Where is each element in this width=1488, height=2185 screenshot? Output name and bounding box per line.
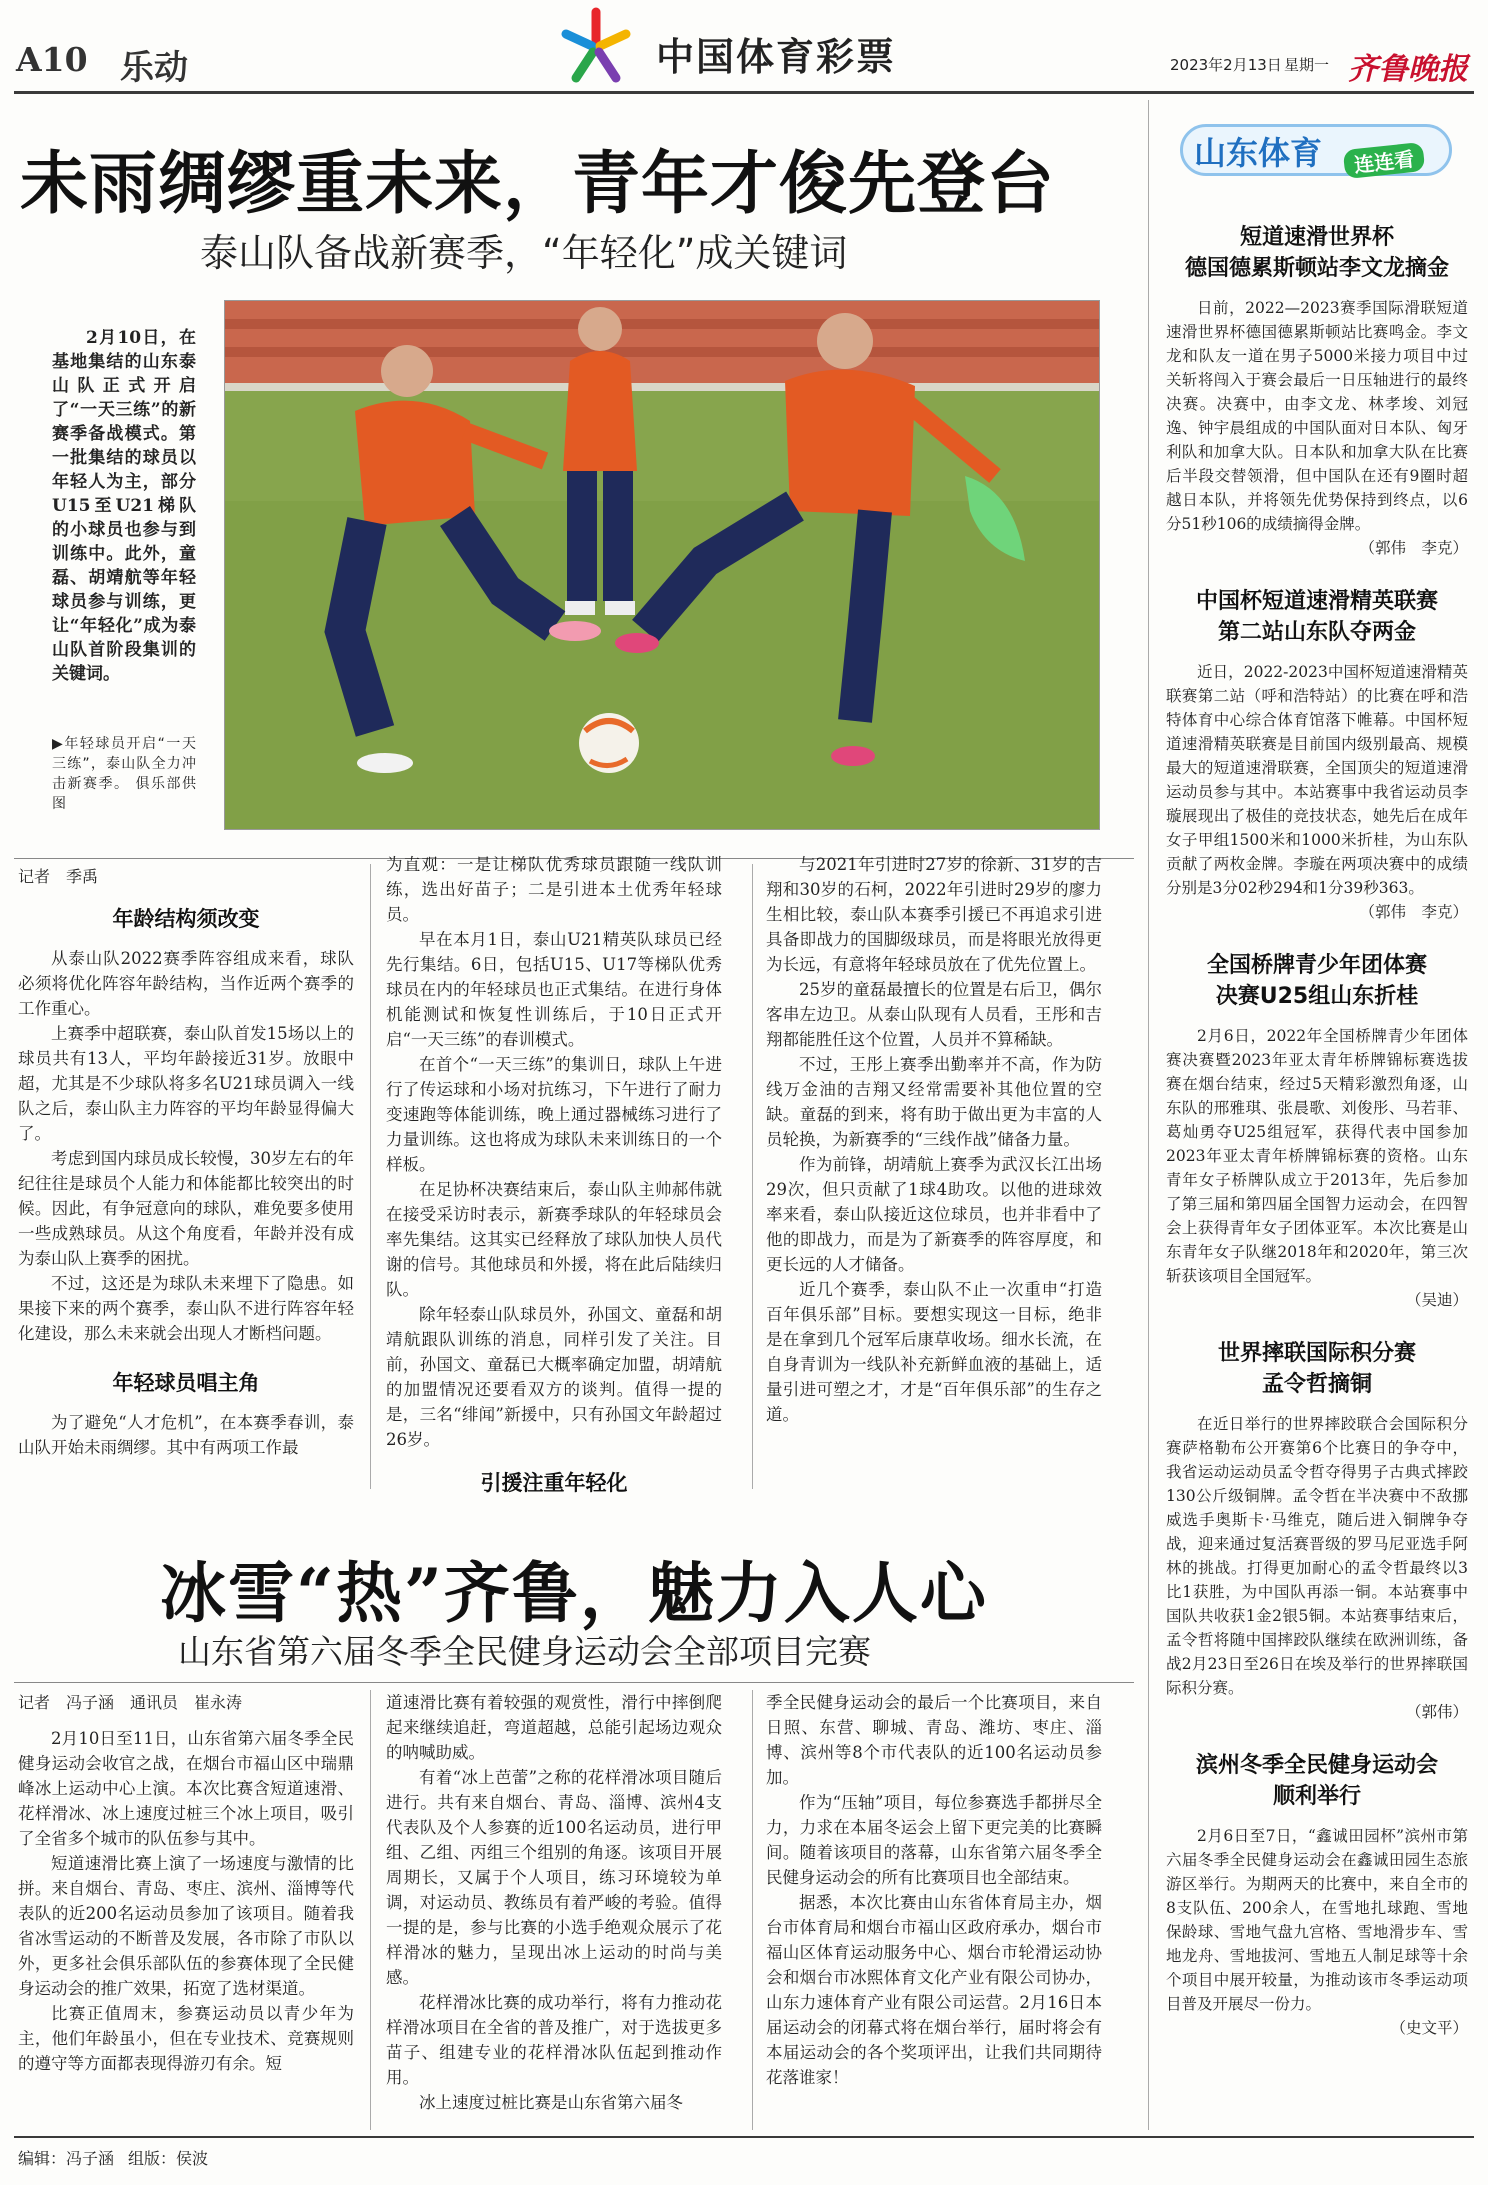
news-title: 全国桥牌青少年团体赛 决赛U25组山东折桂 [1206,953,1427,1009]
paragraph: 为了避免“人才危机”，在本赛季春训，泰山队开始未雨绸缪。其中有两项工作最 [18,1413,354,1457]
training-photo [224,300,1100,830]
news-text: 2月6日，2022年全国桥牌青少年团体赛决赛暨2023年亚太青年桥牌锦标赛选拔赛在烟台结束，经过5天精彩激烈角逐，山东队的邢雅琪、张晨歌、刘俊彤、马若菲、葛灿勇夺U25组冠军，获得代表中国参加2023年亚太青年桥牌锦标赛的资格。山东青年女子桥牌队成立于2013年，先后参加了第三届和第四届全国智力运动会，在四智会上获得青年女子团体亚军。本次比赛是山东青年女子队继2018年和2020年，第三次斩获该项目全国冠军。 [1166,1027,1468,1285]
news-title: 世界摔联国际积分赛 孟令哲摘铜 [1217,1341,1416,1397]
paragraph: 上赛季中超联赛，泰山队首发15场以上的球员共有13人，平均年龄接近31岁。放眼中超，尤其是不少球队将多名U21球员调入一线队之后，泰山队主力阵容的平均年龄显得偏大了。 [18,1024,354,1143]
paragraph: 花样滑冰比赛的成功举行，将有力推动花样滑冰项目在全省的普及推广，对于选拔更多苗子、组建专业的花样滑冰队伍起到推动作用。 [386,1993,722,2087]
article-reporter: 记者 冯子涵 通讯员 崔永涛 [18,1693,243,1712]
news-text: 在近日举行的世界摔跤联合会国际积分赛萨格勒布公开赛第6个比赛日的争夺中，我省运动运动员孟令哲夺得男子古典式摔跤130公斤级铜牌。孟令哲在半决赛中不敌挪威选手奥斯卡·马维克，随后进入铜牌争夺战，迎来通过复活赛晋级的罗马尼亚选手阿林的挑战。打得更加耐心的孟令哲最终以3比1获胜，为中国队再添一铜。本站赛事中国队共收获1金2银5铜。本站赛事结束后，孟令哲将随中国摔跤队继续在欧洲训练，备战2月23日至26日在埃及举行的世界摔联国际积分赛。 [1166,1415,1468,1697]
news-brief [1166,1338,1468,1724]
footer-editor: 编辑：冯子涵 [18,2149,115,2168]
article-title: 冰雪“热”齐鲁，魅力入人心 [160,1554,988,1632]
news-title: 短道速滑世界杯 德国德累斯顿站李文龙摘金 [1184,225,1449,281]
article-column [18,1726,354,2076]
paragraph: 作为“压轴”项目，每位参赛选手都拼尽全力，力求在本届冬运会上留下更完美的比赛瞬间。随着该项目的落幕，山东省第六届冬季全民健身运动会的所有比赛项目也全部结束。 [766,1793,1102,1887]
article-subtitle: 山东省第六届冬季全民健身运动会全部项目完赛 [178,1632,871,1671]
news-brief [1166,222,1468,560]
sidebar-news-list [1166,222,1468,2040]
column-divider [752,864,753,1489]
news-author: （史文平） [1390,2019,1468,2037]
paragraph: 近几个赛季，泰山队不止一次重申“打造百年俱乐部”目标。要想实现这一目标，绝非是在拿到几个冠军后康草收场。细水长流，在自身青训为一线队补充新鲜血液的基础上，适量引进可塑之才，才是“百年俱乐部”的生存之道。 [766,1280,1102,1424]
paragraph: 不过，这还是为球队未来埋下了隐患。如果接下来的两个赛季，泰山队不进行阵容年轻化建设，那么未来就会出现人才断档问题。 [18,1274,354,1343]
article-column [766,852,1102,1427]
footer-layout: 组版：侯波 [128,2149,209,2168]
article-column [386,1690,722,2115]
news-brief [1166,950,1468,1312]
article-column [18,904,354,1460]
footer-rule [14,2136,1474,2138]
section-name: 乐动 [120,48,188,88]
paragraph: 25岁的童磊最擅长的位置是右后卫，偶尔客串左边卫。从泰山队现有人员看，王彤和吉翔都能胜任这个位置，人员并不算稀缺。 [766,980,1102,1049]
news-title: 滨州冬季全民健身运动会 顺利举行 [1195,1753,1438,1809]
paragraph: 为直观：一是让梯队优秀球员跟随一线队训练，选出好苗子；二是引进本土优秀年轻球员。 [386,855,722,924]
paragraph: 除年轻泰山队球员外，孙国文、童磊和胡靖航跟队训练的消息，同样引发了关注。目前，孙国文、童磊已大概率确定加盟，胡靖航的加盟情况还要看双方的谈判。值得一提的是，三名“绯闻”新援中，只有孙国文年龄超过26岁。 [386,1305,722,1449]
paragraph: 考虑到国内球员成长较慢，30岁左右的年纪往往是球员个人能力和体能都比较突出的时候。因此，有争冠意向的球队，难免要多使用一些成熟球员。从这个角度看，年龄并没有成为泰山队上赛季的困扰。 [18,1149,354,1268]
paragraph: 有着“冰上芭蕾”之称的花样滑冰项目随后进行。共有来自烟台、青岛、淄博、滨州4支代表队及个人参赛的近100名运动员，进行甲组、乙组、丙组三个组别的角逐。该项目开展周期长，又属于个人项目，练习环境较为单调，对运动员、教练员有着严峻的考验。值得一提的是，参与比赛的小选手绝观众展示了花样滑冰的魅力，呈现出冰上运动的时尚与美感。 [386,1768,722,1987]
paragraph: 从泰山队2022赛季阵容组成来看，球队必须将优化阵容年龄结构，当作近两个赛季的工作重心。 [18,949,354,1018]
paragraph: 早在本月1日，泰山U21精英队球员已经先行集结。6日，包括U15、U17等梯队优秀球员在内的年轻球员也正式集结。在进行身体机能测试和恢复性训练后，于10日正式开启“一天三练”的春训模式。 [386,930,722,1049]
column-divider [370,1690,371,2130]
paragraph: 2月10日至11日，山东省第六届冬季全民健身运动会收官之战，在烟台市福山区中瑞鼎峰冰上运动中心上演。本次比赛含短道速滑、花样滑冰、冰上速度过桩三个冰上项目，吸引了全省多个城市的队伍参与其中。 [18,1729,354,1848]
news-title: 中国杯短道速滑精英联赛 第二站山东队夺两金 [1195,589,1438,645]
section-heading: 年龄结构须改变 [112,907,260,931]
sidebar-badge-tag: 连连看 [1343,142,1426,179]
news-author: （郭伟 李克） [1359,539,1468,557]
article-reporter: 记者 季禹 [18,867,99,886]
news-text: 近日，2022-2023中国杯短道速滑精英联赛第二站（呼和浩特站）的比赛在呼和浩特体育中心综合体育馆落下帷幕。中国杯短道速滑精英联赛是目前国内级别最高、规模最大的短道速滑联赛，全国顶尖的短道速滑运动员参与其中。本站赛事中我省运动员李璇展现出了极佳的竞技状态，她先后在成年女子甲组1500米和1000米折桂，为山东队贡献了两枚金牌。李璇在两项决赛中的成绩分别是3分02秒294和1分39秒363。 [1166,663,1468,897]
sidebar-badge-title: 山东体育 [1194,134,1323,172]
news-text: 2月6日至7日，“鑫诚田园杯”滨州市第六届冬季全民健身运动会在鑫诚田园生态旅游区举行。为期两天的比赛中，来自全市的8支队伍、200余人，在雪地扎球跑、雪地保龄球、雪地气盘九宫格、雪地滑步车、雪地龙舟、雪地拔河、雪地五人制足球等十余个项目中展开较量，为推动该市冬季运动项目普及开展尽一份力。 [1166,1827,1468,2013]
paragraph: 不过，王彤上赛季出勤率并不高，作为防线万金油的吉翔又经常需要补其他位置的空缺。童磊的到来，将有助于做出更为丰富的人员轮换，为新赛季的“三线作战”储备力量。 [766,1055,1102,1149]
news-text: 日前，2022—2023赛季国际滑联短道速滑世界杯德国德累斯顿站比赛鸣金。李文龙和队友一道在男子5000米接力项目中过关斩将闯入于赛会最后一日压轴进行的最终决赛。决赛中，由李文龙、林孝埈、刘冠逸、钟宇晨组成的中国队面对日本队、匈牙利队和加拿大队。日本队和加拿大队在比赛后半段交替领滑，但中国队在还有9圈时超越日本队，并将领先优势保持到终点，以6分51秒106的成绩摘得金牌。 [1166,299,1468,533]
section-heading: 引援注重年轻化 [480,1471,628,1495]
issue-date: 2023年2月13日 [1170,56,1282,74]
paragraph: 道速滑比赛有着较强的观赏性，滑行中摔倒爬起来继续追赶，弯道超越，总能引起场边观众的呐喊助威。 [386,1693,722,1762]
masthead-rule [14,91,1474,94]
news-brief [1166,586,1468,924]
section-heading: 年轻球员唱主角 [112,1371,260,1395]
column-divider [752,1690,753,2130]
paragraph: 作为前锋，胡靖航上赛季为武汉长江出场29次，但只贡献了1球4助攻。以他的进球效率来看，泰山队接近这位球员，也并非看中了他的即战力，而是为了新赛季的阵容厚度，和更长远的人才储备。 [766,1155,1102,1274]
newspaper-logo: 齐鲁晚报 [1348,52,1468,87]
column-divider [370,864,371,1489]
paragraph: 在首个“一天三练”的集训日，球队上午进行了传运球和小场对抗练习，下午进行了耐力变速跑等体能训练，晚上通过器械练习进行了力量训练。这也将成为球队未来训练日的一个样板。 [386,1055,722,1174]
news-brief [1166,1750,1468,2040]
news-author: （吴迪） [1405,1291,1468,1309]
article-title: 未雨绸缪重未来，青年才俊先登台 [20,144,1056,224]
photo-caption: ▶年轻球员开启“一天三练”，泰山队全力冲击新赛季。 俱乐部供图 [52,736,196,812]
news-author: （郭伟） [1405,1703,1468,1721]
paragraph: 据悉，本次比赛由山东省体育局主办，烟台市体育局和烟台市福山区政府承办，烟台市福山区体育运动服务中心、烟台市轮滑运动协会和烟台市冰熙体育文化产业有限公司协办，山东力速体育产业有限公司运营。2月16日本届运动会的闭幕式将在烟台举行，届时将会有本届运动会的各个奖项评出，让我们共同期待花落谁家！ [766,1893,1102,2087]
article-column [386,852,722,1510]
paragraph: 短道速滑比赛上演了一场速度与激情的比拼。来自烟台、青岛、枣庄、滨州、淄博等代表队的近200名运动员参加了该项目。随着我省冰雪运动的不断普及发展，各市除了市队以外，更多社会俱乐部队伍的参赛体现了全民健身运动会的推广效果，拓宽了选材渠道。 [18,1854,354,1998]
news-author: （郭伟 李克） [1359,903,1468,921]
article-column [766,1690,1102,2090]
top-rule [14,1682,1134,1683]
paragraph: 季全民健身运动会的最后一个比赛项目，来自日照、东营、聊城、青岛、潍坊、枣庄、淄博、滨州等8个市代表队的近100名运动员参加。 [766,1693,1102,1787]
paragraph: 冰上速度过桩比赛是山东省第六届冬 [419,2093,683,2112]
article-subtitle: 泰山队备战新赛季，“年轻化”成关键词 [200,231,848,275]
sidebar-divider [1148,100,1149,2130]
article-intro: 2月10日，在基地集结的山东泰山队正式开启了“一天三练”的新赛季备战模式。第一批集结的球员以年轻人为主，部分U15至U21梯队的小球员也参与到训练中。此外，童磊、胡靖航等年轻球员参与训练，更让“年轻化”成为泰山队首阶段集训的关键词。 [52,328,196,684]
paragraph: 在足协杯决赛结束后，泰山队主帅郝伟就在接受采访时表示，新赛季球队的年轻球员会率先集结。这其实已经释放了球队加快人员代谢的信号。其他球员和外援，将在此后陆续归队。 [386,1180,722,1299]
lottery-star-logo [556,6,636,86]
paragraph: 比赛正值周末，参赛运动员以青少年为主，他们年龄虽小，但在专业技术、竞赛规则的遵守等方面都表现得游刃有余。短 [18,2004,354,2073]
issue-weekday: 星期一 [1284,56,1330,74]
paragraph: 与2021年引进时27岁的徐新、31岁的吉翔和30岁的石柯，2022年引进时29岁的廖力生相比较，泰山队本赛季引援已不再追求引进具备即战力的国脚级球员，而是将眼光放得更为长远，有意将年轻球员放在了优先位置上。 [766,855,1102,974]
lottery-name: 中国体育彩票 [656,35,897,79]
page-number: A10 [16,40,88,79]
